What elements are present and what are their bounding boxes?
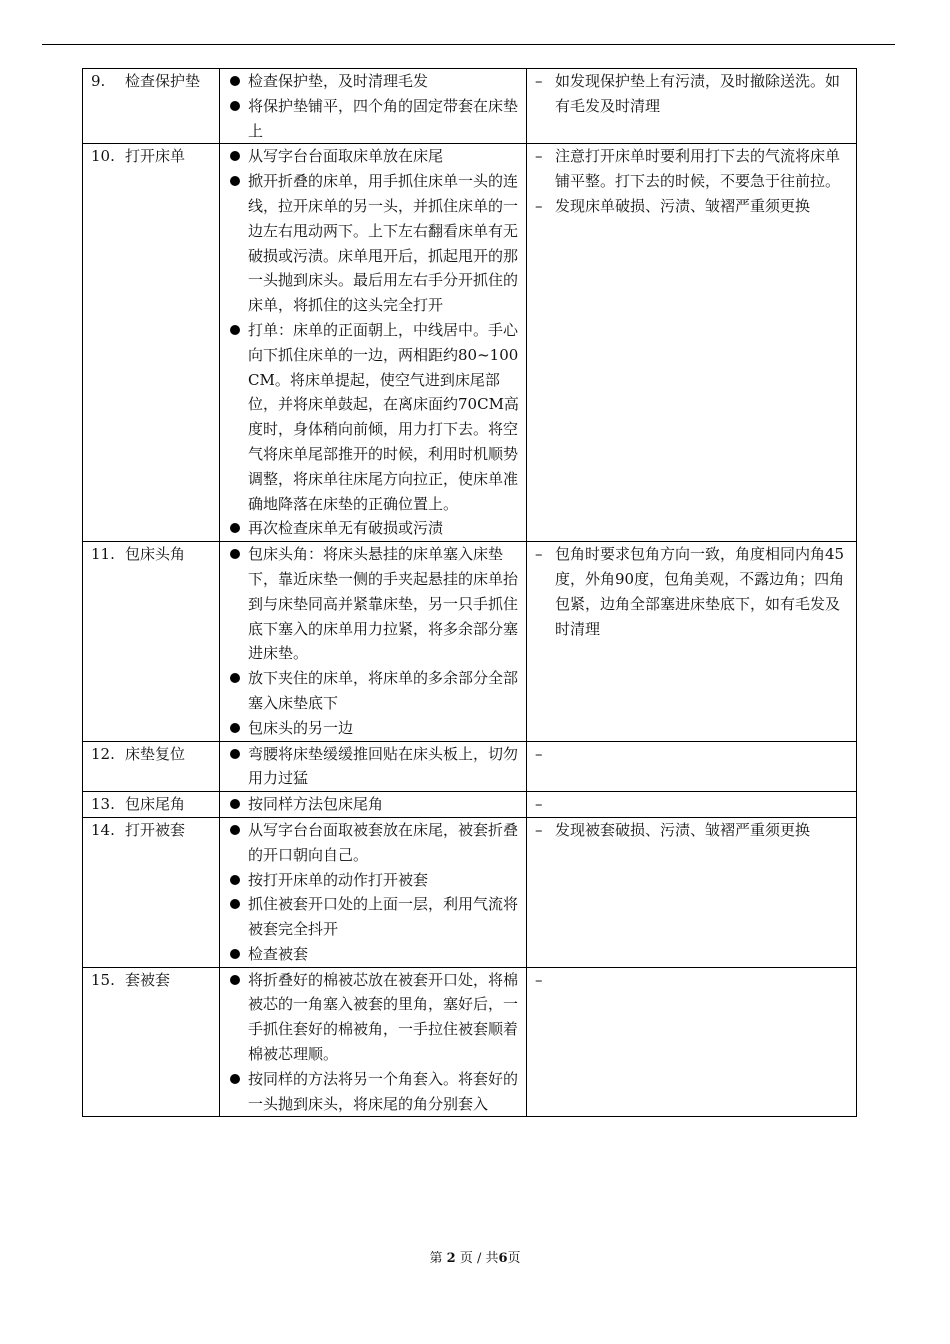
- action-list: [228, 144, 520, 541]
- table-row: [83, 967, 857, 1117]
- footer-total-pages: 6: [498, 1251, 508, 1266]
- action-item: 按同样方法包床尾角: [228, 792, 520, 817]
- step-cell: [83, 817, 220, 967]
- action-item: 检查保护垫，及时清理毛发: [228, 69, 520, 94]
- note-item: – 发现床单破损、污渍、皱褶严重须更换: [535, 194, 850, 219]
- table-row: [83, 741, 857, 792]
- notes-cell: [527, 144, 857, 542]
- action-item: 将保护垫铺平，四个角的固定带套在床垫上: [228, 94, 520, 144]
- action-list: [228, 742, 520, 792]
- empty-note-mark: –: [535, 744, 543, 763]
- page-footer: [0, 1247, 950, 1266]
- action-item: 从写字台台面取床单放在床尾: [228, 144, 520, 169]
- notes-cell: [527, 542, 857, 741]
- note-list: [535, 542, 850, 641]
- action-item: 放下夹住的床单，将床单的多余部分全部塞入床垫底下: [228, 666, 520, 716]
- step-number: 13.: [91, 795, 115, 814]
- action-list: [228, 792, 520, 817]
- note-list: [535, 144, 850, 218]
- empty-note-mark: –: [535, 795, 543, 814]
- action-list: [228, 818, 520, 967]
- step-title: 包床头角: [125, 545, 186, 564]
- notes-cell: [527, 741, 857, 792]
- note-item: – 如发现保护垫上有污渍，及时撤除送洗。如有毛发及时清理: [535, 69, 850, 119]
- action-item: 包床头角：将床头悬挂的床单塞入床垫下，靠近床垫一侧的手夹起悬挂的床单抬到与床垫同高并紧靠床垫，另一只手抓住底下塞入的床单用力拉紧，将多余部分塞进床垫。: [228, 542, 520, 666]
- step-title: 打开被套: [125, 820, 186, 839]
- empty-note-mark: –: [535, 970, 543, 989]
- note-list: [535, 69, 850, 119]
- action-item: 从写字台台面取被套放在床尾，被套折叠的开口朝向自己。: [228, 818, 520, 868]
- step-cell: [83, 792, 220, 818]
- footer-mid: 页 / 共: [459, 1251, 499, 1266]
- notes-cell: [527, 817, 857, 967]
- actions-cell: [220, 792, 527, 818]
- table-row: [83, 69, 857, 144]
- step-cell: [83, 967, 220, 1117]
- step-title: 检查保护垫: [125, 72, 201, 90]
- header-rule: [42, 44, 895, 45]
- actions-cell: [220, 967, 527, 1117]
- step-number: 15.: [91, 970, 115, 989]
- step-cell: [83, 69, 220, 144]
- note-item: – 注意打开床单时要利用打下去的气流将床单铺平整。打下去的时候，不要急于往前拉。: [535, 144, 850, 194]
- actions-cell: [220, 741, 527, 792]
- table-row: [83, 144, 857, 542]
- step-number: 9.: [91, 72, 106, 90]
- table-row: [83, 542, 857, 741]
- table-row: [83, 817, 857, 967]
- action-list: [228, 968, 520, 1117]
- step-number: 12.: [91, 744, 115, 763]
- action-item: 抓住被套开口处的上面一层，利用气流将被套完全抖开: [228, 892, 520, 942]
- action-item: 再次检查床单无有破损或污渍: [228, 516, 520, 541]
- action-item: 弯腰将床垫缓缓推回贴在床头板上，切勿用力过猛: [228, 742, 520, 792]
- step-number: 10.: [91, 147, 115, 166]
- step-cell: [83, 144, 220, 542]
- action-list: [228, 542, 520, 740]
- step-cell: [83, 741, 220, 792]
- action-list: [228, 69, 520, 143]
- procedure-table-body: [83, 69, 857, 1117]
- action-item: 包床头的另一边: [228, 716, 520, 741]
- step-title: 打开床单: [125, 147, 186, 166]
- note-list: [535, 818, 850, 843]
- step-number: 11.: [91, 545, 115, 564]
- action-item: 按打开床单的动作打开被套: [228, 868, 520, 893]
- action-item: 检查被套: [228, 942, 520, 967]
- procedure-table: [82, 68, 857, 1117]
- note-item: – 包角时要求包角方向一致，角度相同内角45度，外角90度，包角美观，不露边角；四角包紧，边角全部塞进床垫底下，如有毛发及时清理: [535, 542, 850, 641]
- actions-cell: [220, 817, 527, 967]
- action-item: 掀开折叠的床单，用手抓住床单一头的连线，拉开床单的另一头，并抓住床单的一边左右甩动两下。上下左右翻看床单有无破损或污渍。床单甩开后，抓起甩开的那一头抛到床头。最后用左右手分开抓住的床单，将抓住的这头完全打开: [228, 169, 520, 318]
- table-row: [83, 792, 857, 818]
- step-title: 包床尾角: [125, 795, 186, 814]
- notes-cell: [527, 69, 857, 144]
- step-title: 床垫复位: [125, 744, 186, 763]
- footer-prefix: 第: [429, 1251, 443, 1266]
- step-cell: [83, 542, 220, 741]
- actions-cell: [220, 542, 527, 741]
- notes-cell: [527, 967, 857, 1117]
- actions-cell: [220, 69, 527, 144]
- step-title: 套被套: [125, 970, 171, 989]
- action-item: 按同样的方法将另一个角套入。将套好的一头抛到床头，将床尾的角分别套入: [228, 1067, 520, 1117]
- footer-suffix: 页: [507, 1251, 521, 1266]
- actions-cell: [220, 144, 527, 542]
- step-number: 14.: [91, 820, 115, 839]
- action-item: 将折叠好的棉被芯放在被套开口处，将棉被芯的一角塞入被套的里角，塞好后，一手抓住套好的棉被角，一手拉住被套顺着棉被芯理顺。: [228, 968, 520, 1067]
- note-item: – 发现被套破损、污渍、皱褶严重须更换: [535, 818, 850, 843]
- notes-cell: [527, 792, 857, 818]
- action-item: 打单：床单的正面朝上，中线居中。手心向下抓住床单的一边，两相距约80~100CM。将床单提起，使空气进到床尾部位，并将床单鼓起，在离床面约70CM高度时，身体稍向前倾，用力打下去。将空气将床单尾部推开的时候，利用时机顺势调整，将床单往床尾方向拉正，使床单准确地降落在床垫的正确位置上。: [228, 318, 520, 516]
- footer-page-number: 2: [446, 1251, 456, 1266]
